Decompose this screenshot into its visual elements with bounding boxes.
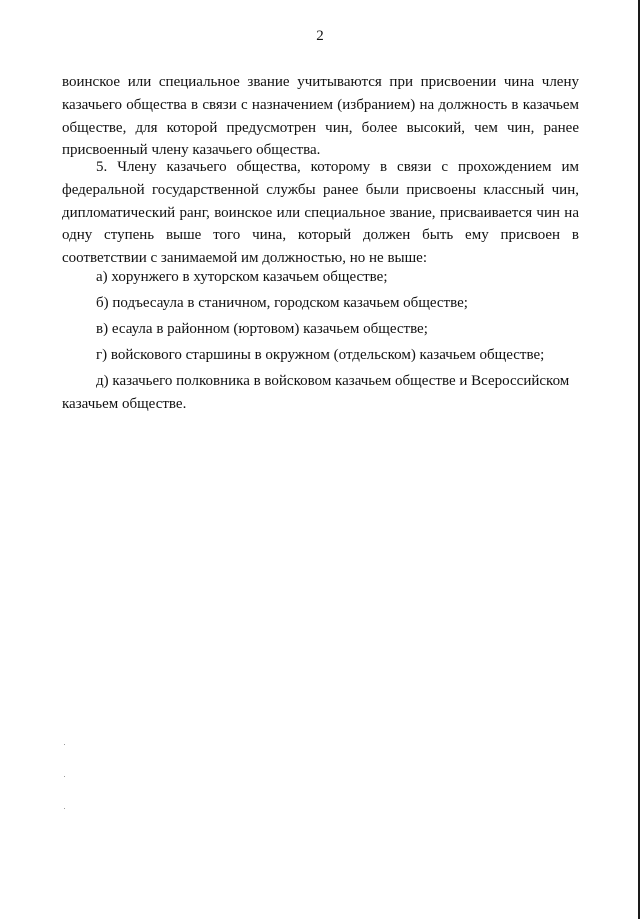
paragraph-clause-5: 5. Члену казачьего общества, которому в связи с прохождением им федеральной государственной службы ранее были присвоены классный чин, дипломатический ранг, воинское или специальное звание, присваивается чин на одну ступень выше того чина, который должен быть ему присвоен в соответствии с занимаемой им должностью, но не выше: bbox=[62, 159, 579, 267]
scan-artifact bbox=[64, 808, 65, 809]
list-item-b: б) подъесаула в станичном, городском казачьем обществе; bbox=[96, 295, 468, 311]
paragraph-continuation: воинское или специальное звание учитываются при присвоении чина члену казачьего общества в связи с назначением (избранием) на должность в казачьем обществе, для которой предусмотрен чин, более высокий, чем чин, ранее присвоенный члену казачьего общества. bbox=[62, 74, 579, 159]
page-number: 2 bbox=[316, 28, 324, 44]
scan-artifact bbox=[64, 744, 65, 745]
list-item-d: г) войскового старшины в окружном (отдельском) казачьем обществе; bbox=[96, 347, 545, 363]
list-item-a: а) хорунжего в хуторском казачьем обществе; bbox=[96, 269, 388, 285]
list-item-c: в) есаула в районном (юртовом) казачьем обществе; bbox=[96, 321, 428, 337]
scan-artifact bbox=[64, 776, 65, 777]
list-item-e: д) казачьего полковника в войсковом казачьем обществе и Всероссийском казачьем обществе. bbox=[62, 373, 570, 412]
